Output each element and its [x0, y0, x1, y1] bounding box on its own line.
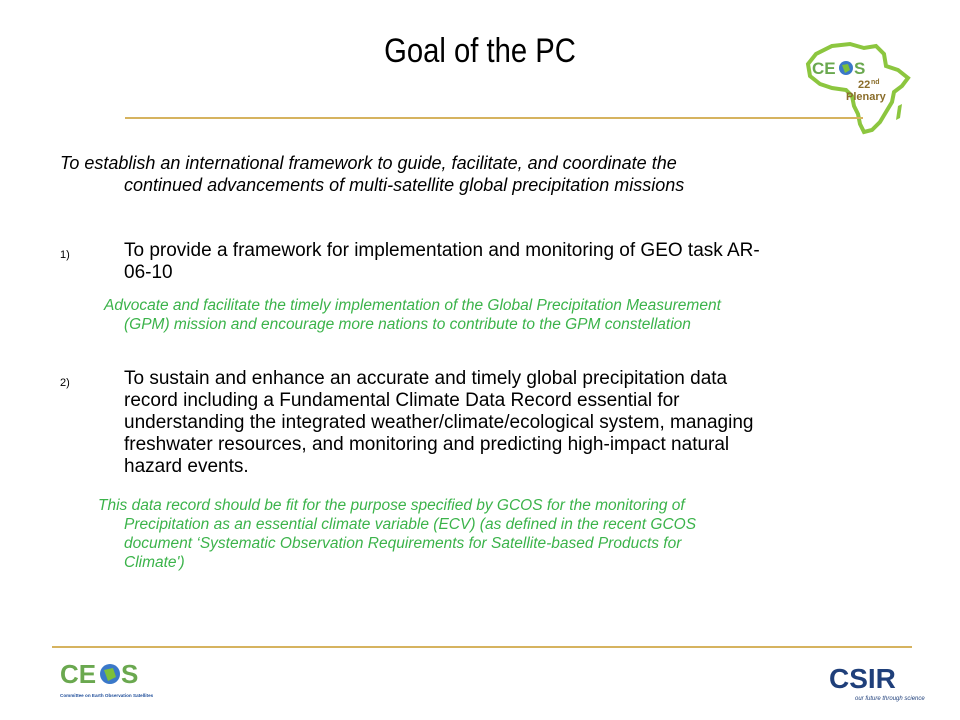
goal-item-1-detail-line-2: (GPM) mission and encourage more nations to contribute to the GPM constellation	[124, 316, 691, 333]
csir-name: CSIR	[829, 663, 896, 694]
goal-item-2-line-5: hazard events.	[124, 456, 249, 477]
goal-item-2-line-1: To sustain and enhance an accurate and timely global precipitation data	[124, 368, 728, 389]
intro-line-2: continued advancements of multi-satellite global precipitation missions	[124, 175, 685, 195]
csir-tagline: our future through science	[855, 696, 925, 702]
goal-item-2-line-2: record including a Fundamental Climate Data Record essential for	[124, 390, 680, 411]
goal-item-2-detail-line-2: Precipitation as an essential climate variable (ECV) (as defined in the recent GCOS	[124, 516, 697, 533]
ceos-plenary-logo	[802, 40, 912, 136]
ceos-footer-name: CE	[60, 659, 97, 689]
goal-item-2-detail-line-3: document ‘Systematic Observation Requirements for Satellite-based Products for	[124, 535, 682, 552]
goal-item-1-detail-line-1: Advocate and facilitate the timely implementation of the Global Precipitation Measurement	[104, 297, 721, 314]
goal-item-2-number: 2)	[60, 377, 70, 389]
plenary-word: Plenary	[846, 91, 886, 103]
goal-item-2	[60, 368, 900, 478]
title-divider	[125, 117, 863, 119]
intro-statement	[60, 152, 860, 196]
plenary-ceos-text-end: S	[854, 59, 866, 78]
plenary-ordinal: 22	[858, 79, 871, 91]
intro-line-1: To establish an international framework to guide, facilitate, and coordinate the	[60, 153, 677, 173]
footer-divider	[52, 646, 912, 648]
goal-item-1-number: 1)	[60, 249, 70, 261]
ceos-footer-logo	[58, 655, 154, 701]
plenary-ordinal-sup: nd	[871, 79, 880, 86]
goal-item-2-detail-line-4: Climate')	[124, 554, 185, 571]
goal-item-1-line-1: To provide a framework for implementation and monitoring of GEO task AR-	[124, 240, 760, 261]
slide-title: Goal of the PC	[384, 32, 576, 70]
csir-footer-logo	[825, 658, 925, 704]
goal-item-2-line-3: understanding the integrated weather/climate/ecological system, managing	[124, 412, 754, 433]
ceos-footer-tagline: Committee on Earth Observation Satellites	[60, 693, 154, 698]
ceos-footer-name-end: S	[121, 659, 139, 689]
goal-item-1	[60, 240, 900, 284]
madagascar-shape	[896, 104, 902, 120]
goal-item-2-detail-line-1: This data record should be fit for the purpose specified by GCOS for the monitoring of	[98, 497, 685, 514]
goal-item-1-line-2: 06-10	[124, 262, 173, 283]
goal-item-1-detail	[104, 296, 721, 334]
plenary-ceos-text: CE	[812, 59, 836, 78]
goal-item-2-line-4: freshwater resources, and monitoring and predicting high-impact natural	[124, 434, 730, 455]
goal-item-2-detail	[98, 496, 696, 572]
